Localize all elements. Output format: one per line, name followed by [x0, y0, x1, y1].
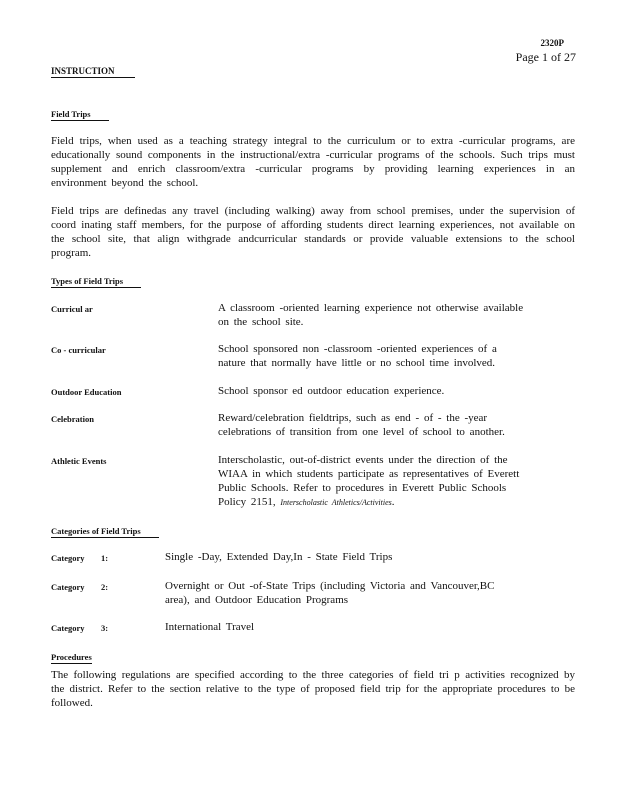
field-trips-definition-paragraph: Field trips are definedas any travel (including walking) away from school premises, under the supervision of coord inating staff members, for the purpose of affording students direct learning experiences, not available on the school site, that align withgrade andcurricular standards or provide valuable extensions to the school program. [51, 205, 575, 259]
type-desc-co-curricular: School sponsored non -classroom -oriented experiences of a nature that normally have little or no school time involved. [218, 343, 497, 369]
type-label-outdoor-education: Outdoor Education [51, 387, 122, 397]
type-desc-celebration: Reward/celebration fieldtrips, such as end - of - the -year celebrations of transition from one level of school to another. [218, 412, 505, 438]
type-label-curricular: Curricul ar [51, 304, 93, 314]
category-desc: Overnight or Out -of-State Trips (including Victoria and Vancouver,BC area), and Outdoor Education Programs [165, 580, 495, 606]
category-number: 1: [101, 553, 109, 563]
field-trips-intro-paragraph: Field trips, when used as a teaching strategy integral to the curriculum or to extra -curricular programs, are educationally sound components in the instructional/extra -curricular programs of the schools. Such trips must supplement and enrich classroom/extra -curricular programs by providing learning experiences in an environment beyond the school. [51, 135, 575, 189]
type-desc-curricular: A classroom -oriented learning experience not otherwise available on the school site. [218, 302, 524, 328]
categories-heading: Categories of Field Trips [51, 526, 159, 538]
page-number: Page 1 of 27 [515, 50, 576, 64]
category-desc: Single -Day, Extended Day,In - State Field Trips [165, 551, 393, 563]
type-desc-outdoor-education: School sponsor ed outdoor education experience. [218, 385, 445, 397]
category-label: Category [51, 582, 85, 592]
category-label: Category [51, 623, 85, 633]
procedures-heading: Procedures [51, 652, 92, 662]
types-heading: Types of Field Trips [51, 276, 141, 288]
field-trips-heading: Field Trips [51, 109, 109, 121]
category-number: 2: [101, 582, 109, 592]
category-number: 3: [101, 623, 109, 633]
athletic-events-text: Interscholastic, out-of-district events under the direction of the WIAA in which students participate as representatives of Everett Public Schools. Refer to procedures in Everett Public Schools Policy 2151, [218, 454, 520, 508]
category-label: Category [51, 553, 85, 563]
athletic-events-policy-title: Interscholastic Athletics/Activities [280, 498, 392, 507]
type-label-co-curricular: Co - curricular [51, 345, 106, 355]
type-label-celebration: Celebration [51, 414, 94, 424]
type-desc-athletic-events [218, 453, 524, 510]
type-label-athletic-events: Athletic Events [51, 456, 107, 466]
procedures-paragraph: The following regulations are specified according to the three categories of field tri p activities recognized by the district. Refer to the section relative to the type of proposed field trip for the appropriate procedures to be followed. [51, 669, 575, 709]
category-desc: International Travel [165, 621, 255, 633]
policy-code: 2320P [540, 38, 564, 48]
athletic-events-trail: . [391, 496, 395, 508]
section-heading: INSTRUCTION [51, 66, 135, 78]
